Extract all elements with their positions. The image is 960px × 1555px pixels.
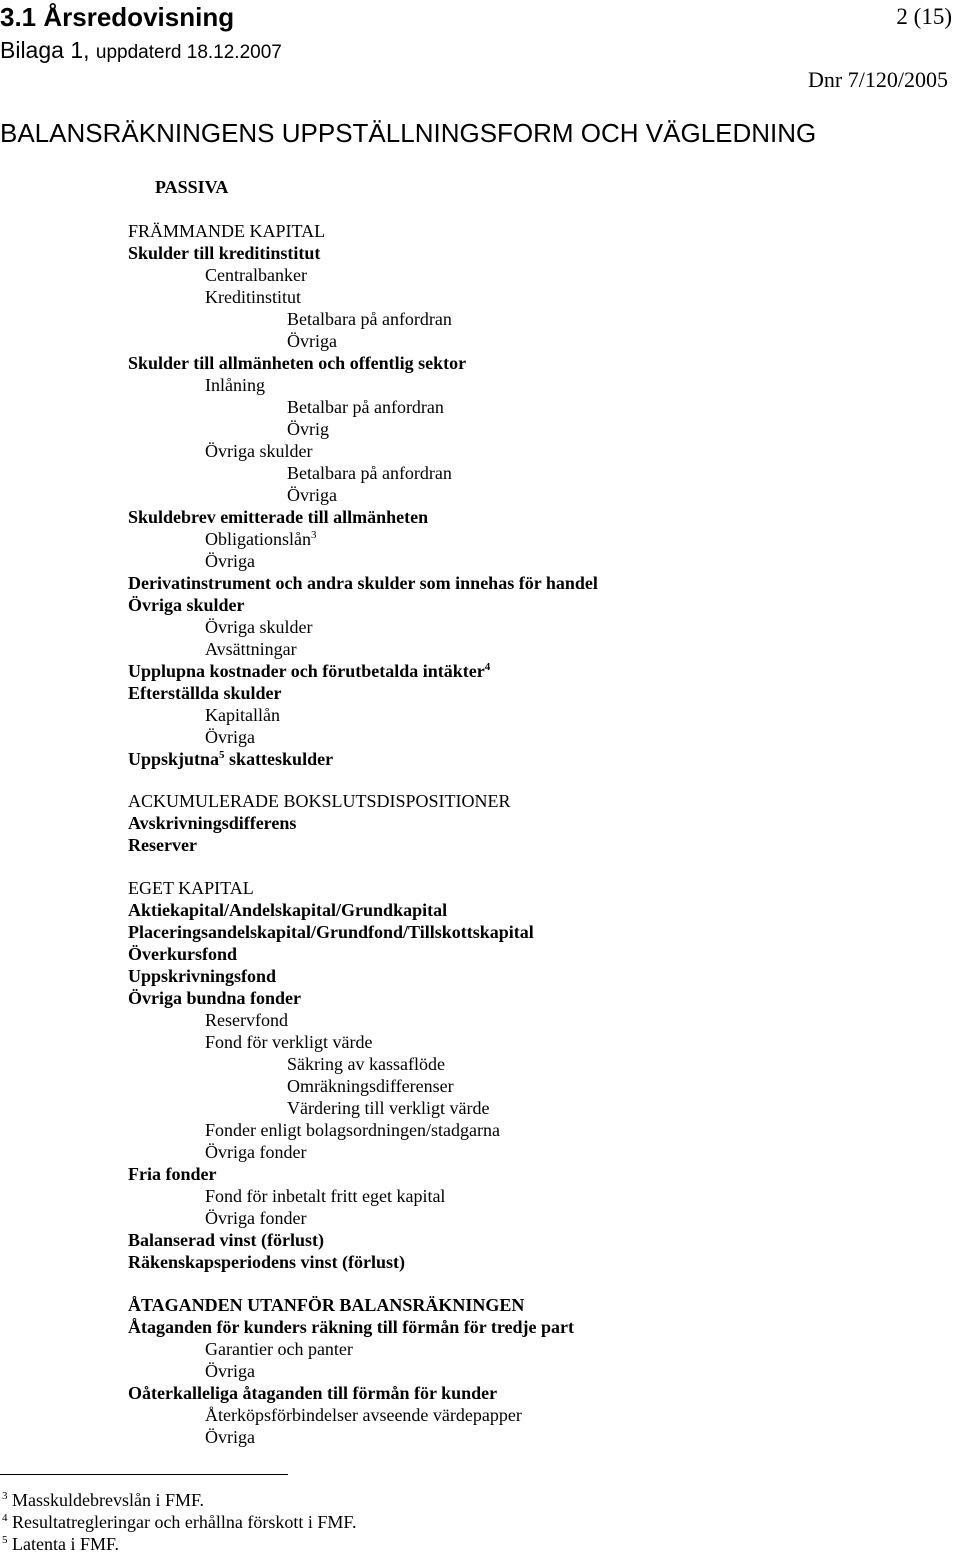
outline-item: Skulder till allmänheten och offentlig sektor: [128, 353, 467, 373]
outline-item: Åtaganden för kunders räkning till förmån för tredje part: [128, 1317, 575, 1337]
outline-item-heading: EGET KAPITAL: [128, 878, 254, 898]
outline-item: Kapitallån: [205, 705, 280, 725]
outline-item: Obligationslån$^3$: [205, 529, 317, 549]
footnote-number: 5: [2, 1534, 8, 1546]
outline-item: Aktiekapital/Andelskapital/Grundkapital: [128, 900, 448, 920]
outline-item: Skuldebrev emitterade till allmänheten: [128, 507, 429, 527]
outline-item: Övriga: [205, 1361, 255, 1381]
outline-item: Upplupna kostnader och förutbetalda intäkter$^4$: [128, 661, 491, 681]
appendix-line: [0, 36, 282, 67]
outline-item: Övrig: [287, 419, 329, 439]
reference-number: Dnr 7/120/2005: [808, 67, 948, 92]
outline-item: Övriga fonder: [205, 1208, 307, 1228]
outline-item: Betalbar på anfordran: [287, 397, 444, 417]
outline-item: Inlåning: [205, 375, 265, 395]
footnote-number: 3: [2, 1490, 8, 1502]
document-title: BALANSRÄKNINGENS UPPSTÄLLNINGSFORM OCH VÄGLEDNING: [0, 118, 817, 148]
outline-item-heading: FRÄMMANDE KAPITAL: [128, 221, 326, 241]
outline-item-heading: ACKUMULERADE BOKSLUTSDISPOSITIONER: [128, 791, 511, 811]
page-number: 2 (15): [896, 4, 952, 29]
outline-item: Övriga skulder: [205, 441, 313, 461]
footnote-ref: 5: [219, 749, 225, 761]
appendix-prefix: Bilaga 1,: [0, 37, 90, 63]
footnote-ref: 4: [484, 661, 491, 673]
outline-item: Övriga skulder: [128, 595, 245, 615]
outline-item: Betalbara på anfordran: [287, 309, 452, 329]
footnote-divider: [0, 1474, 288, 1475]
outline-item: Fond för verkligt värde: [205, 1032, 373, 1052]
outline-item-passiva: PASSIVA: [155, 177, 229, 197]
outline-item: Fria fonder: [128, 1164, 217, 1184]
outline-item: Betalbara på anfordran: [287, 463, 452, 483]
outline-item: Övriga fonder: [205, 1142, 307, 1162]
outline-item: Kreditinstitut: [205, 287, 301, 307]
outline-item: Omräkningsdifferenser: [287, 1076, 454, 1096]
outline-item: Uppskrivningsfond: [128, 966, 277, 986]
outline-item: Fond för inbetalt fritt eget kapital: [205, 1186, 446, 1206]
footnote: $^4$ Resultatregleringar och erhållna förskott i FMF.: [2, 1512, 357, 1532]
outline-item: Derivatinstrument och andra skulder som innehas för handel: [128, 573, 598, 593]
section-heading: 3.1 Årsredovisning: [0, 2, 235, 32]
outline-item: Övriga: [287, 331, 337, 351]
outline-item: Övriga bundna fonder: [128, 988, 302, 1008]
outline-item: Värdering till verkligt värde: [287, 1098, 490, 1118]
outline-item: Avskrivningsdifferens: [128, 813, 297, 833]
outline-item: Avsättningar: [205, 639, 297, 659]
outline-item: Garantier och panter: [205, 1339, 353, 1359]
outline-item: Reservfond: [205, 1010, 288, 1030]
outline-item: Övriga: [205, 1427, 255, 1447]
outline-item: Centralbanker: [205, 265, 307, 285]
appendix-updated: uppdaterd 18.12.2007: [95, 42, 282, 63]
outline-item: Balanserad vinst (förlust): [128, 1230, 325, 1250]
footnote-ref: 3: [311, 529, 317, 541]
outline-item: Säkring av kassaflöde: [287, 1054, 445, 1074]
outline-item-heading: ÅTAGANDEN UTANFÖR BALANSRÄKNINGEN: [128, 1295, 525, 1315]
outline-item: Efterställda skulder: [128, 683, 282, 703]
outline-item: Övriga skulder: [205, 617, 313, 637]
footnote: $^3$ Masskuldebrevslån i FMF.: [2, 1490, 205, 1510]
outline-item: Fonder enligt bolagsordningen/stadgarna: [205, 1120, 500, 1140]
outline-item: Övriga: [205, 727, 255, 747]
outline-item: Övriga: [205, 551, 255, 571]
outline-item: Reserver: [128, 835, 197, 855]
outline-item: Skulder till kreditinstitut: [128, 243, 321, 263]
outline-item: Placeringsandelskapital/Grundfond/Tillskottskapital: [128, 922, 534, 942]
footnote-number: 4: [2, 1512, 8, 1524]
outline-item: Uppskjutna$^5$ skatteskulder: [128, 749, 334, 769]
outline-item: Oåterkalleliga åtaganden till förmån för kunder: [128, 1383, 498, 1403]
outline-item: Räkenskapsperiodens vinst (förlust): [128, 1252, 406, 1272]
outline-item: Återköpsförbindelser avseende värdepapper: [205, 1405, 522, 1425]
outline-item: Överkursfond: [128, 944, 238, 964]
outline-item: Övriga: [287, 485, 337, 505]
footnote: $^5$ Latenta i FMF.: [2, 1534, 120, 1554]
